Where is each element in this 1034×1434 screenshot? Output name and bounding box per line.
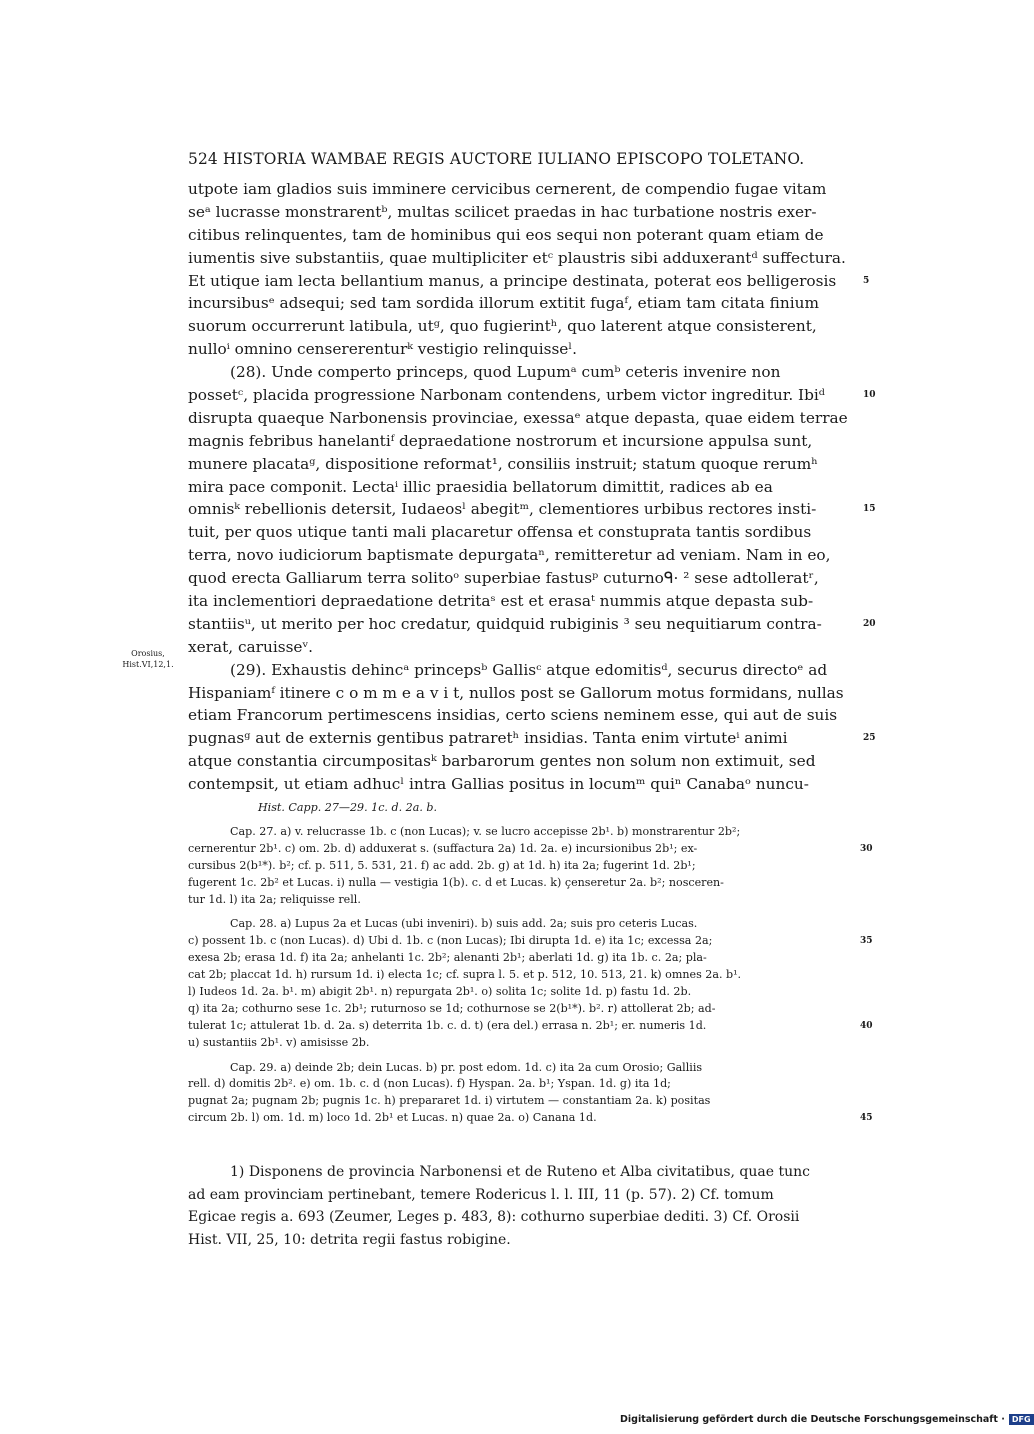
apparatus-line [188, 1001, 848, 1018]
apparatus-line-text: Hist. Capp. 27—29. 1c. d. 2a. b. [258, 801, 437, 814]
apparatus-line [188, 916, 848, 933]
text-line-text: iumentis sive substantiis, quae multipliciter etᶜ plaustris sibi adduxerantᵈ suffectura. [188, 248, 846, 267]
text-line [188, 544, 858, 567]
text-line-text: possetᶜ, placida progressione Narbonam contendens, urbem victor ingreditur. Ibiᵈ [188, 386, 825, 405]
text-line-text: Hispaniamᶠ itinere c o m m e a v i t, nullos post se Gallorum motus formidans, nullas [188, 683, 844, 702]
text-line-text: nulloⁱ omnino censererenturᵏ vestigio relinquisseˡ. [188, 340, 577, 359]
apparatus-line [188, 824, 848, 841]
text-line [188, 567, 858, 590]
line-number: 10 [863, 390, 876, 401]
apparatus-line [188, 800, 848, 824]
text-line [188, 384, 876, 407]
apparatus-line-text: Cap. 27. a) v. relucrasse 1b. c (non Lucas); v. se lucro accepisse 2b¹. b) monstrarentur 2b²; [230, 825, 741, 838]
footnote-line-text: Egicae regis a. 693 (Zeumer, Leges p. 483, 8): cothurno superbiae dediti. 3) Cf. Orosii [188, 1209, 800, 1225]
running-header: 524 HISTORIA WAMBAE REGIS AUCTORE IULIANO EPISCOPO TOLETANO. [188, 150, 805, 168]
apparatus-line-text: u) sustantiis 2b¹. v) amisisse 2b. [188, 1035, 370, 1049]
apparatus-line-text: Cap. 29. a) deinde 2b; dein Lucas. b) pr. post edom. 1d. c) ita 2a cum Orosio; Galliis [230, 1060, 703, 1074]
apparatus-line-text: Cap. 28. a) Lupus 2a et Lucas (ubi inveniri). b) suis add. 2a; suis pro ceteris Lucas. [230, 917, 698, 931]
main-text [188, 178, 876, 796]
apparatus-line-text: l) Iudeos 1d. 2a. b¹. m) abigit 2b¹. n) repurgata 2b¹. o) solita 1c; solite 1d. p) fastu 1d. 2b. [188, 985, 692, 999]
marginal-note-line: Hist.VI,12,1. [122, 660, 174, 669]
text-line [188, 613, 876, 636]
footnote-line-text: 1) Disponens de provincia Narbonensi et de Ruteno et Alba civitatibus, quae tunc [230, 1164, 810, 1180]
apparatus-line-text: c) possent 1b. c (non Lucas). d) Ubi d. 1b. c (non Lucas); Ibi dirupta 1d. e) ita 1c; excessa 2a; [188, 934, 713, 948]
apparatus-line-text: tur 1d. l) ita 2a; reliquisse rell. [188, 892, 361, 906]
apparatus-line-text: pugnat 2a; pugnam 2b; pugnis 1c. h) prepararet 1d. i) virtutem — constantiam 2a. k) positas [188, 1094, 711, 1108]
dfg-logo: DFG [1009, 1414, 1034, 1425]
text-line [188, 750, 858, 773]
critical-apparatus [188, 800, 873, 1127]
line-number: 25 [863, 733, 876, 744]
text-line [188, 590, 858, 613]
text-line-text: tuit, per quos utique tanti mali placaretur offensa et constuprata tantis sordibus [188, 523, 812, 542]
footnote-line [188, 1206, 858, 1229]
text-line [188, 636, 858, 659]
marginal-note-line: Orosius, [131, 649, 165, 658]
apparatus-line-text: cat 2b; placcat 1d. h) rursum 1d. i) electa 1c; cf. supra l. 5. et p. 512, 10. 513, 21. k) omnes 2a. b¹. [188, 968, 742, 982]
text-line [188, 338, 858, 361]
text-line-text: suorum occurrerunt latibula, utᵍ, quo fugierintʰ, quo laterent atque consisterent, [188, 317, 817, 336]
apparatus-line-text: rell. d) domitis 2b². e) om. 1b. c. d (non Lucas). f) Hyspan. 2a. b¹; Yspan. 1d. g) ita 1d; [188, 1077, 671, 1091]
text-line-text: contempsit, ut etiam adhucˡ intra Gallias positus in locumᵐ quiⁿ Canabaᵒ nuncu- [188, 775, 809, 794]
apparatus-line [188, 892, 848, 909]
text-line [188, 682, 858, 705]
apparatus-line-text: cursibus 2(b¹*). b²; cf. p. 511, 5. 531, 21. f) ac add. 2b. g) at 1d. h) ita 2a; fugerint 1d. 2b¹; [188, 858, 696, 872]
text-line-text: omnisᵏ rebellionis detersit, Iudaeosˡ abegitᵐ, clementiores urbibus rectores insti- [188, 500, 817, 519]
text-line [188, 498, 876, 521]
text-line-text: quod erecta Galliarum terra solitoᵒ superbiae fastusᵖ cuturnoᑫ· ² sese adtolleratʳ, [188, 569, 819, 588]
line-number: 20 [863, 618, 876, 629]
apparatus-line [188, 841, 873, 858]
text-line-text: stantiisᵘ, ut merito per hoc credatur, quidquid rubiginis ³ seu nequitiarum contra- [188, 614, 822, 633]
text-line-text: utpote iam gladios suis imminere cervicibus cernerent, de compendio fugae vitam [188, 180, 827, 198]
footnote-line [188, 1229, 858, 1252]
text-line [188, 704, 858, 727]
text-line-text: munere placataᵍ, dispositione reformat¹, consiliis instruit; statum quoque rerumʰ [188, 454, 818, 473]
footnote-line [188, 1161, 858, 1184]
text-line [188, 521, 858, 544]
text-line-text: etiam Francorum pertimescens insidias, certo sciens neminem esse, qui aut de suis [188, 706, 838, 725]
text-line [188, 659, 858, 682]
text-line [188, 430, 858, 453]
text-line [188, 361, 858, 384]
apparatus-line-text: tulerat 1c; attulerat 1b. d. 2a. s) deterrita 1b. c. d. t) (era del.) errasa n. 2b¹; er. numeris 1d. [188, 1018, 707, 1032]
text-line-text: incursibusᵉ adsequi; sed tam sordida illorum extitit fugaᶠ, etiam tam citata finium [188, 294, 819, 313]
apparatus-line [188, 967, 848, 984]
text-line [188, 407, 858, 430]
text-line [188, 476, 858, 499]
text-line [188, 178, 858, 201]
text-line [188, 247, 858, 270]
text-line-text: citibus relinquentes, tam de hominibus qui eos sequi non poterant quam etiam de [188, 225, 824, 244]
funding-footer [620, 1414, 1034, 1425]
apparatus-line [188, 1060, 848, 1077]
text-line [188, 453, 858, 476]
text-line-text: ita inclementiori depraedatione detritaˢ est et erasaᵗ nummis atque depasta sub- [188, 592, 814, 611]
apparatus-line-text: q) ita 2a; cothurno sese 1c. 2b¹; ruturnoso se 1d; cothurnose se 2(b¹*). b². r) attollerat 2b; ad- [188, 1001, 716, 1015]
apparatus-line [188, 875, 848, 892]
footer-text: Digitalisierung gefördert durch die Deutsche Forschungsgemeinschaft · [620, 1414, 1005, 1425]
footnote-line-text: Hist. VII, 25, 10: detrita regii fastus robigine. [188, 1231, 511, 1248]
text-line-text: terra, novo iudiciorum baptismate depurgataⁿ, remitteretur ad veniam. Nam in eo, [188, 546, 831, 565]
apparatus-line [188, 1018, 873, 1035]
marginal-note [114, 648, 182, 670]
apparatus-line [188, 1110, 873, 1127]
line-number: 45 [860, 1113, 873, 1124]
apparatus-line [188, 950, 848, 967]
apparatus-line [188, 984, 848, 1001]
apparatus-line-text: circum 2b. l) om. 1d. m) loco 1d. 2b¹ et Lucas. n) quae 2a. o) Canana 1d. [188, 1111, 597, 1125]
text-line-text: magnis febribus hanelantiᶠ depraedatione nostrorum et incursione appulsa sunt, [188, 431, 813, 450]
apparatus-line-text: cernerentur 2b¹. c) om. 2b. d) adduxerat s. (suffactura 2a) 1d. 2a. e) incursionibus 2b¹; ex- [188, 841, 698, 855]
line-number: 5 [863, 275, 870, 286]
text-line-text: (28). Unde comperto princeps, quod Lupumᵃ cumᵇ ceteris invenire non [230, 363, 781, 382]
text-line-text: pugnasᵍ aut de externis gentibus patraretʰ insidias. Tanta enim virtuteⁱ animi [188, 729, 788, 748]
text-line-text: mira pace componit. Lectaⁱ illic praesidia bellatorum dimittit, radices ab ea [188, 477, 773, 496]
text-line [188, 315, 858, 338]
text-line [188, 270, 870, 293]
apparatus-line-text: fugerent 1c. 2b² et Lucas. i) nulla — vestigia 1(b). c. d et Lucas. k) çenseretur 2a. b²; nosceren- [188, 875, 724, 889]
line-number: 30 [860, 843, 873, 854]
line-number: 15 [863, 504, 876, 515]
text-line-text: seᵃ lucrasse monstrarentᵇ, multas scilicet praedas in hac turbatione nostris exer- [188, 202, 817, 221]
text-line-text: xerat, caruisseᵛ. [188, 637, 314, 656]
apparatus-line [188, 858, 848, 875]
line-number: 35 [860, 936, 873, 947]
apparatus-line-text: exesa 2b; erasa 1d. f) ita 2a; anhelanti 1c. 2b²; alenanti 2b¹; aberlati 1d. g) ita 1b. c. 2a; pla- [188, 951, 707, 965]
footnote-line [188, 1184, 858, 1207]
apparatus-line [188, 1076, 848, 1093]
footnote-line-text: ad eam provinciam pertinebant, temere Rodericus l. l. III, 11 (p. 57). 2) Cf. tomum [188, 1186, 774, 1203]
footnotes [188, 1161, 858, 1251]
text-line [188, 727, 876, 750]
apparatus-line [188, 1035, 848, 1052]
text-line-text: (29). Exhaustis dehincᵃ princepsᵇ Gallisᶜ atque edomitisᵈ, securus directoᵉ ad [230, 660, 828, 679]
apparatus-line [188, 933, 873, 950]
text-line [188, 292, 858, 315]
text-line [188, 201, 858, 224]
apparatus-line [188, 1093, 848, 1110]
text-line [188, 224, 858, 247]
text-line-text: disrupta quaeque Narbonensis provinciae, exessaᵉ atque depasta, quae eidem terrae [188, 408, 848, 427]
text-line [188, 773, 858, 796]
text-line-text: atque constantia circumpositasᵏ barbarorum gentes non solum non extimuit, sed [188, 752, 816, 771]
line-number: 40 [860, 1020, 873, 1031]
text-line-text: Et utique iam lecta bellantium manus, a principe destinata, poterat eos belligerosis [188, 271, 837, 290]
